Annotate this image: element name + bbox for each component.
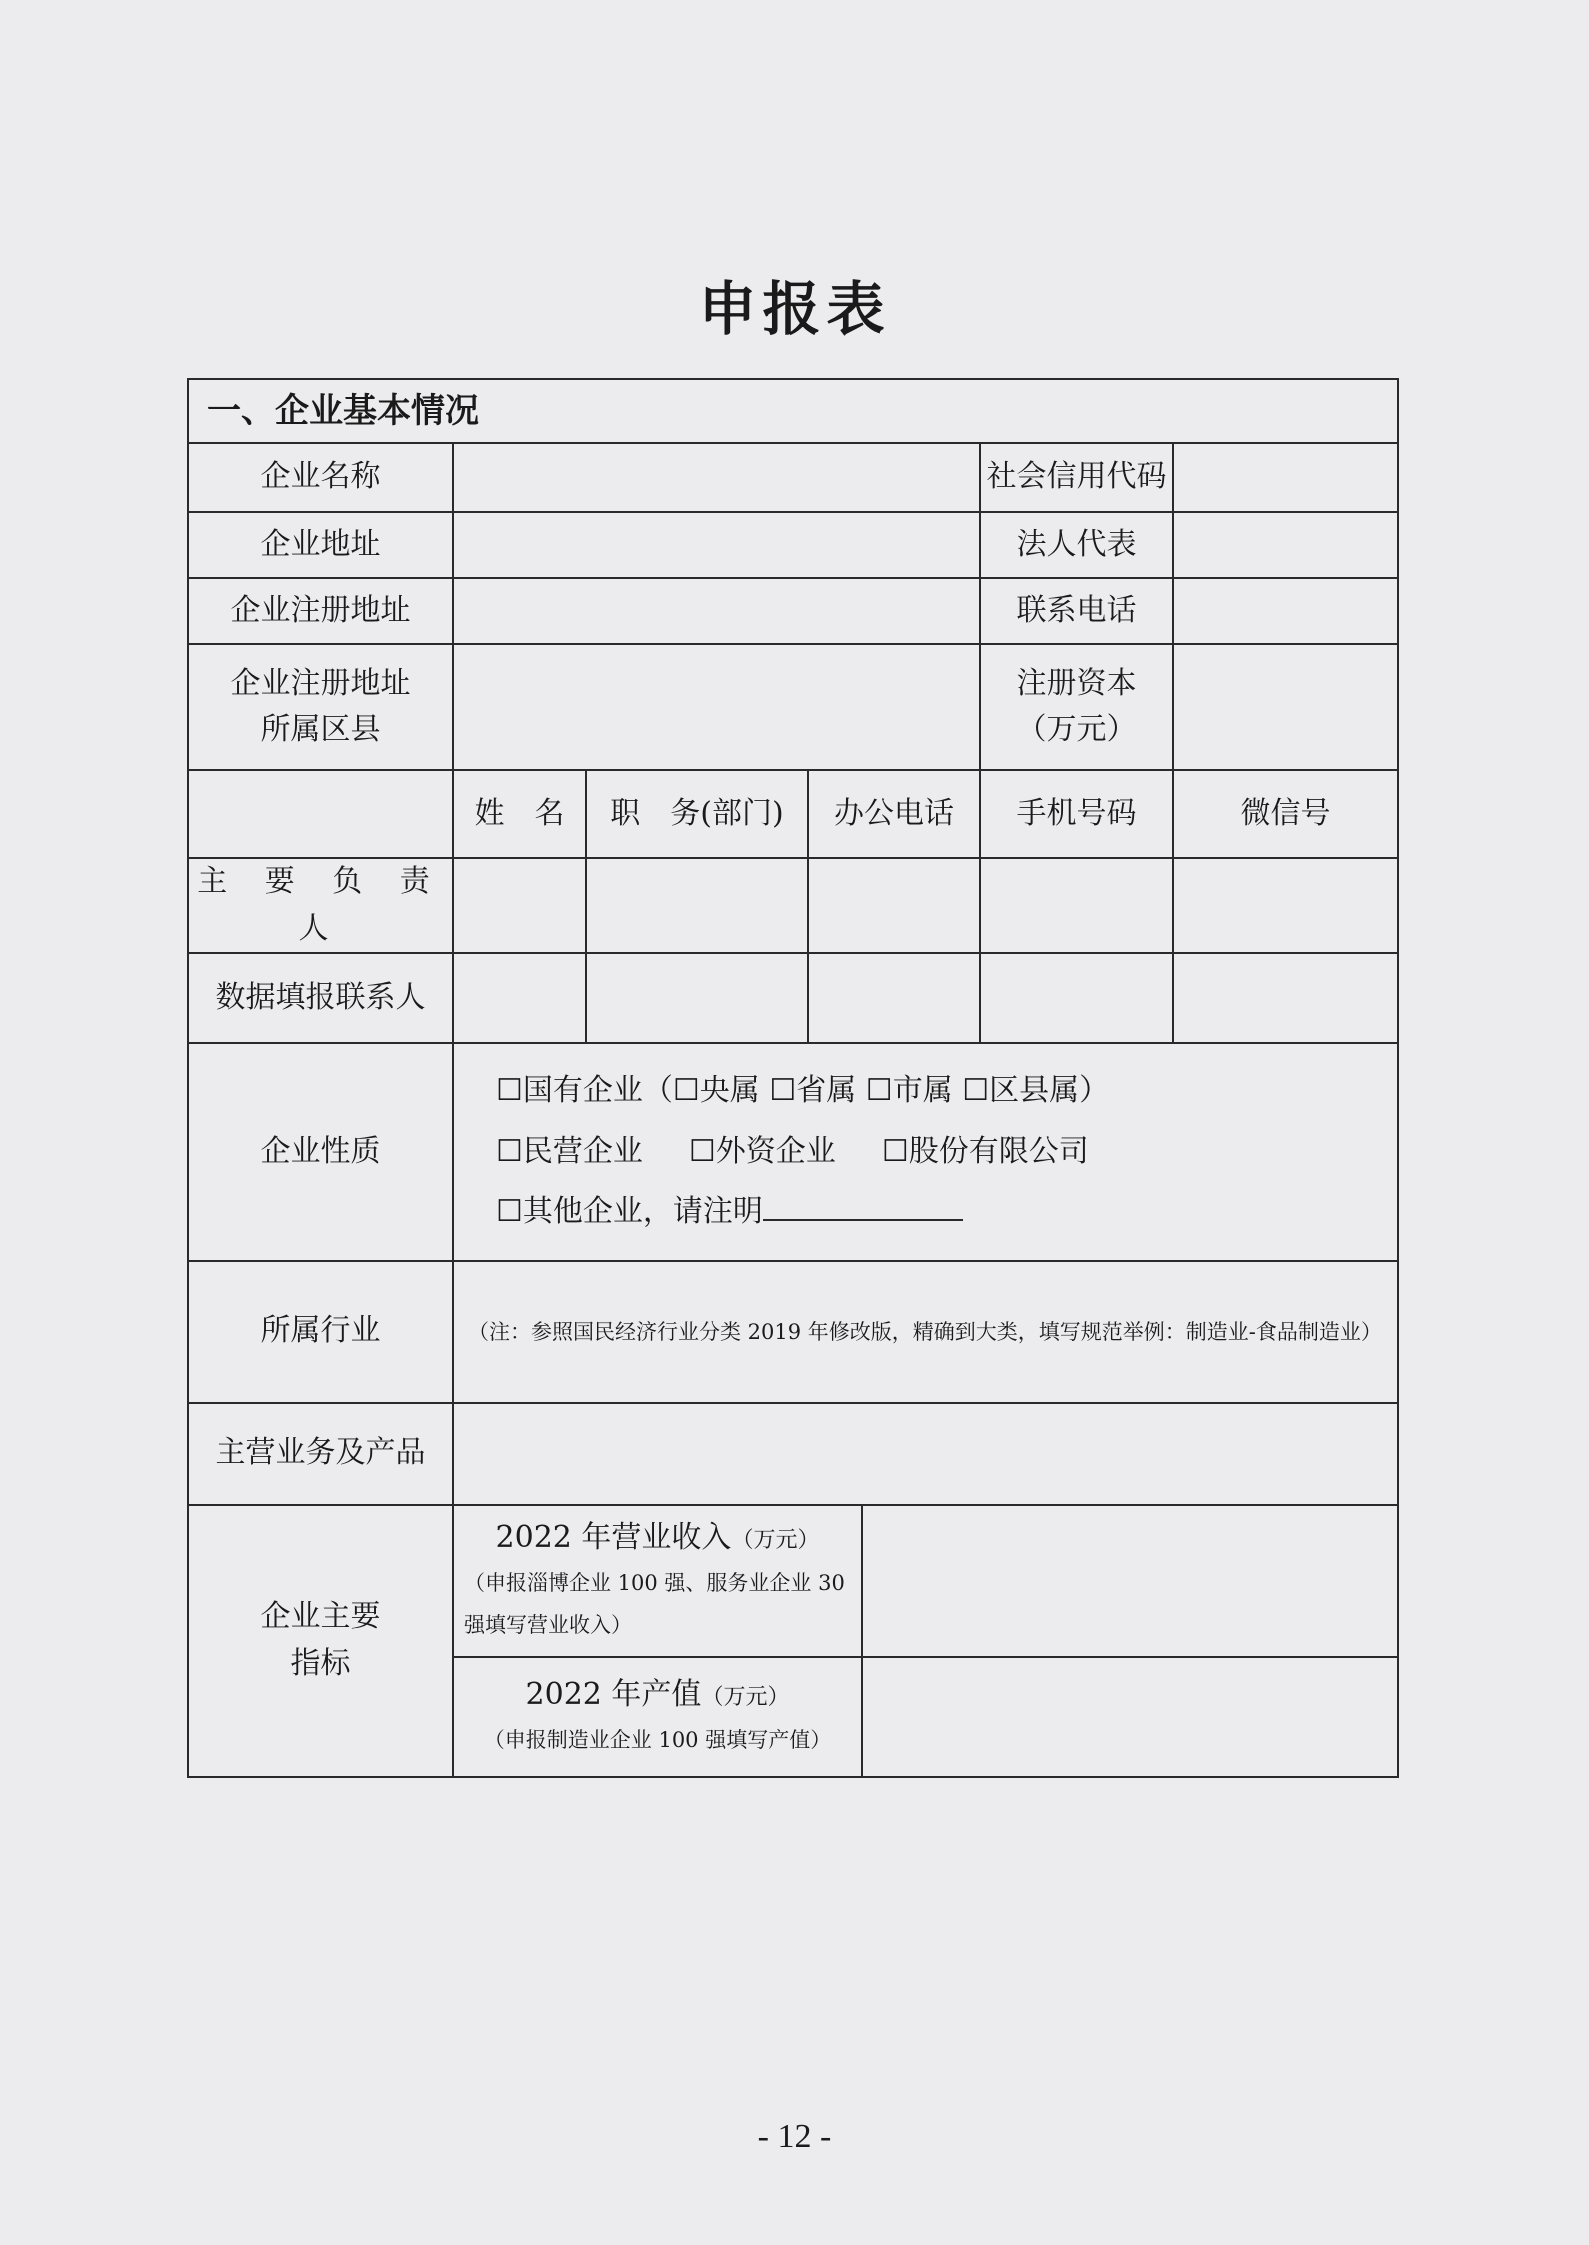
checkbox-provincial[interactable]: ☐省属 — [769, 1073, 857, 1108]
principal-mobile-field[interactable] — [980, 858, 1173, 953]
output-title: 2022 年产值 — [525, 1677, 702, 1713]
reg-capital-label — [980, 644, 1173, 770]
principal-row — [188, 858, 1398, 953]
business-row — [188, 1403, 1398, 1505]
data-contact-mobile-field[interactable] — [980, 953, 1173, 1043]
principal-office-phone-field[interactable] — [808, 858, 980, 953]
reg-capital-label-line2: （万元） — [1016, 712, 1137, 747]
reg-district-field[interactable] — [453, 644, 980, 770]
page-number: - 12 - — [757, 2118, 832, 2155]
reg-capital-field[interactable] — [1173, 644, 1398, 770]
revenue-label — [453, 1505, 862, 1657]
revenue-title: 2022 年营业收入 — [495, 1520, 732, 1556]
data-contact-office-phone-field[interactable] — [808, 953, 980, 1043]
header-mobile: 手机号码 — [980, 770, 1173, 858]
data-contact-wechat-field[interactable] — [1173, 953, 1398, 1043]
address-label: 企业地址 — [188, 512, 453, 578]
reg-address-label: 企业注册地址 — [188, 578, 453, 644]
principal-position-field[interactable] — [586, 858, 808, 953]
revenue-note: （申报淄博企业 100 强、服务业企业 30 强填写营业收入） — [464, 1570, 845, 1637]
principal-wechat-field[interactable] — [1173, 858, 1398, 953]
data-contact-row — [188, 953, 1398, 1043]
application-form-table — [187, 378, 1399, 1778]
header-wechat: 微信号 — [1173, 770, 1398, 858]
output-field[interactable] — [862, 1657, 1398, 1777]
data-contact-label: 数据填报联系人 — [188, 953, 453, 1043]
address-row — [188, 512, 1398, 578]
phone-label: 联系电话 — [980, 578, 1173, 644]
nature-row — [188, 1043, 1398, 1261]
checkbox-district[interactable]: ☐区县属） — [962, 1073, 1110, 1108]
checkbox-municipal[interactable]: ☐市属 — [865, 1073, 953, 1108]
company-name-label: 企业名称 — [188, 443, 453, 512]
nature-label: 企业性质 — [188, 1043, 453, 1261]
header-office-phone: 办公电话 — [808, 770, 980, 858]
page-title: 申报表 — [698, 275, 891, 343]
other-specify-blank[interactable] — [763, 1193, 963, 1221]
contacts-corner-cell — [188, 770, 453, 858]
reg-district-label-line1: 企业注册地址 — [230, 665, 411, 701]
business-field[interactable] — [453, 1403, 1398, 1505]
reg-address-row — [188, 578, 1398, 644]
credit-code-label: 社会信用代码 — [980, 443, 1173, 512]
reg-address-field[interactable] — [453, 578, 980, 644]
checkbox-state-owned[interactable]: ☐国有企业（☐央属 — [496, 1073, 760, 1108]
revenue-unit: （万元） — [731, 1528, 820, 1554]
revenue-row — [188, 1505, 1398, 1657]
output-unit: （万元） — [701, 1685, 790, 1711]
section-heading: 一、企业基本情况 — [188, 379, 1398, 443]
phone-field[interactable] — [1173, 578, 1398, 644]
indicators-label: 企业主要指标 — [188, 1505, 453, 1777]
contacts-header-row — [188, 770, 1398, 858]
industry-label: 所属行业 — [188, 1261, 453, 1403]
data-contact-name-field[interactable] — [453, 953, 586, 1043]
output-label — [453, 1657, 862, 1777]
reg-district-label — [188, 644, 453, 770]
reg-capital-label-line1: 注册资本 — [1016, 665, 1137, 701]
output-note: （申报制造业企业 100 强填写产值） — [483, 1727, 832, 1752]
principal-name-field[interactable] — [453, 858, 586, 953]
reg-district-label-line2: 所属区县 — [260, 712, 381, 747]
company-name-field[interactable] — [453, 443, 980, 512]
company-name-row — [188, 443, 1398, 512]
legal-rep-label: 法人代表 — [980, 512, 1173, 578]
nature-line3 — [496, 1189, 1397, 1236]
checkbox-other[interactable]: ☐其他企业，请注明 — [496, 1194, 763, 1229]
business-label: 主营业务及产品 — [188, 1403, 453, 1505]
checkbox-private[interactable]: ☐民营企业 — [496, 1133, 643, 1169]
header-name: 姓 名 — [453, 770, 586, 858]
reg-district-row — [188, 644, 1398, 770]
data-contact-position-field[interactable] — [586, 953, 808, 1043]
address-field[interactable] — [453, 512, 980, 578]
header-position: 职 务(部门) — [586, 770, 808, 858]
section-header-row — [188, 379, 1398, 443]
credit-code-field[interactable] — [1173, 443, 1398, 512]
nature-line1 — [496, 1068, 1397, 1115]
principal-label: 主 要 负 责 人 — [188, 858, 453, 953]
checkbox-foreign[interactable]: ☐外资企业 — [688, 1133, 836, 1169]
nature-options — [453, 1043, 1398, 1261]
industry-row — [188, 1261, 1398, 1403]
legal-rep-field[interactable] — [1173, 512, 1398, 578]
checkbox-joint-stock[interactable]: ☐股份有限公司 — [881, 1133, 1089, 1169]
nature-line2 — [496, 1129, 1397, 1176]
revenue-field[interactable] — [862, 1505, 1398, 1657]
industry-note[interactable]: （注：参照国民经济行业分类 2019 年修改版，精确到大类，填写规范举例：制造业-食品制造业） — [453, 1261, 1398, 1403]
